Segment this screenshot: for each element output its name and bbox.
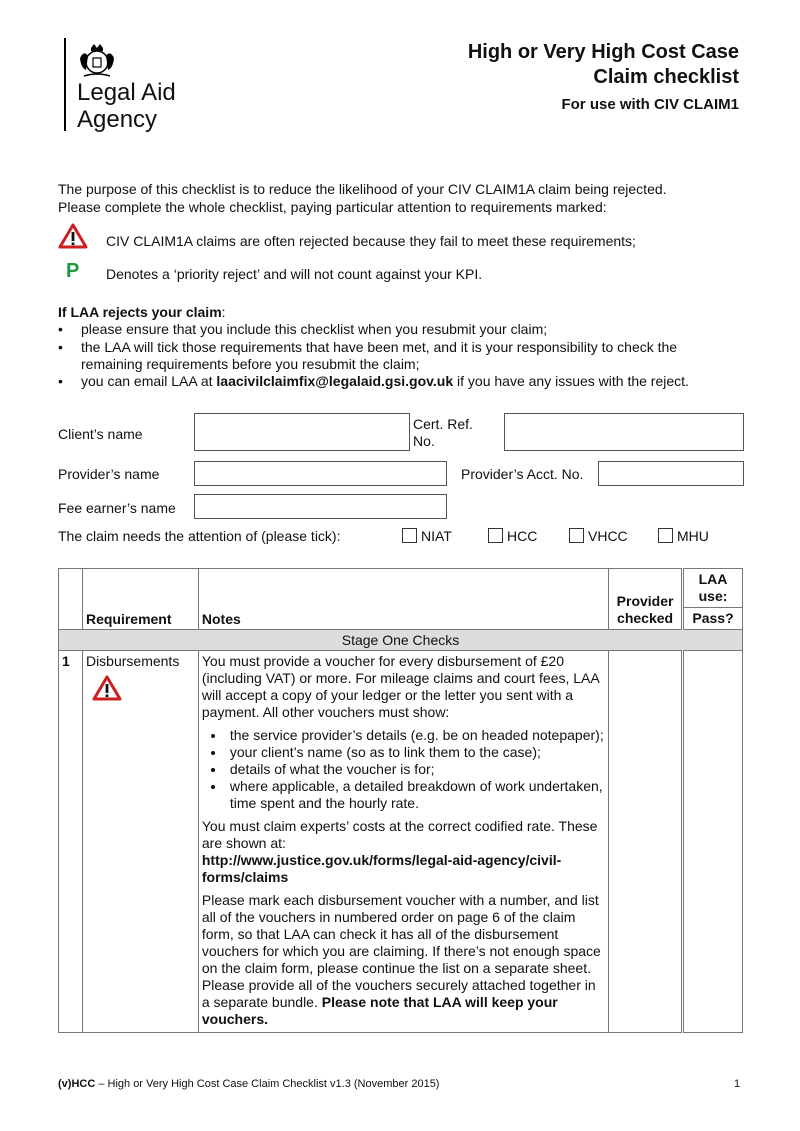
stage-row xyxy=(59,630,743,651)
claims-forms-link[interactable]: http://www.justice.gov.uk/forms/legal-aid-agency/civil-forms/claims xyxy=(201,852,562,885)
hcc-checkbox[interactable] xyxy=(488,528,503,543)
list-item: • your client’s name (so as to link them to the case); xyxy=(226,744,605,761)
list-item: • the service provider’s details (e.g. be on headed notepaper); xyxy=(226,727,605,744)
royal-crest-icon xyxy=(76,40,118,80)
fee-earner-label: Fee earner’s name xyxy=(58,500,176,516)
client-name-label: Client’s name xyxy=(58,426,143,442)
logo-text-line2: Agency xyxy=(77,106,158,133)
page-subtitle: For use with CIV CLAIM1 xyxy=(561,96,739,113)
notes-cell xyxy=(198,651,608,1033)
page-title-line2: Claim checklist xyxy=(593,66,739,88)
provider-acct-field[interactable] xyxy=(598,461,744,486)
fee-earner-field[interactable] xyxy=(194,494,447,519)
niat-label: NIAT xyxy=(421,528,452,544)
intro-line1: The purpose of this checklist is to reduce the likelihood of your CIV CLAIM1A claim being rejected. xyxy=(58,181,667,197)
table-row xyxy=(59,651,743,1033)
provider-name-label: Provider’s name xyxy=(58,466,160,482)
provider-checked-cell[interactable] xyxy=(609,651,683,1033)
requirement-label: Disbursements xyxy=(85,653,180,669)
checklist-table xyxy=(58,568,743,1033)
cert-ref-field[interactable] xyxy=(504,413,744,451)
provider-name-field[interactable] xyxy=(194,461,447,486)
logo-divider xyxy=(64,38,66,131)
col-notes-header: Notes xyxy=(198,569,608,630)
hcc-label: HCC xyxy=(507,528,538,544)
col-number-header xyxy=(59,569,83,630)
col-requirement-header: Requirement xyxy=(82,569,198,630)
row-number: 1 xyxy=(59,651,83,1033)
stage-one-heading: Stage One Checks xyxy=(59,630,743,651)
mhu-checkbox[interactable] xyxy=(658,528,673,543)
laa-pass-cell[interactable] xyxy=(683,651,743,1033)
page-title-line1: High or Very High Cost Case xyxy=(467,41,739,63)
notes-bullet-list xyxy=(202,727,605,812)
attention-label: The claim needs the attention of (please tick): xyxy=(58,528,341,544)
notes-paragraph-1: You must provide a voucher for every disbursement of £20 (including VAT) or more. For mileage claims and court fees, LAA will accept a copy of your ledger or the letter you sent with a payment. All other vouchers must show: xyxy=(201,653,599,720)
niat-checkbox[interactable] xyxy=(402,528,417,543)
vhcc-label: VHCC xyxy=(588,528,628,544)
requirement-cell xyxy=(82,651,198,1033)
vhcc-checkbox[interactable] xyxy=(569,528,584,543)
col-provider-header: Provider checked xyxy=(609,569,683,630)
cert-ref-label: Cert. Ref. No. xyxy=(413,416,473,449)
priority-reject-icon: P xyxy=(66,260,80,282)
notes-paragraph-2: You must claim experts’ costs at the correct codified rate. These are shown at: http://www.justice.gov.uk/forms/legal-aid-agency/civil-forms/claims xyxy=(201,818,598,885)
email-link[interactable]: laacivilclaimfix@legalaid.gsi.gov.uk xyxy=(216,373,454,389)
client-name-field[interactable] xyxy=(194,413,410,451)
col-laa-header: LAA use: Pass? xyxy=(683,569,743,630)
logo-text-line1: Legal Aid xyxy=(77,79,176,106)
table-header-row xyxy=(59,569,743,630)
list-item: • details of what the voucher is for; xyxy=(226,761,605,778)
intro-line2: Please complete the whole checklist, paying particular attention to requirements marked: xyxy=(58,199,607,215)
footer-text: (v)HCC – High or Very High Cost Case Claim Checklist v1.3 (November 2015) xyxy=(58,1078,440,1090)
warning-triangle-icon xyxy=(92,675,122,701)
warning-legend-text: CIV CLAIM1A claims are often rejected because they fail to meet these requirements; xyxy=(106,233,636,249)
provider-acct-label: Provider’s Acct. No. xyxy=(461,466,584,482)
warning-triangle-icon xyxy=(58,223,88,249)
page-number: 1 xyxy=(734,1078,741,1090)
notes-paragraph-3: Please mark each disbursement voucher with a number, and list all of the vouchers in numbered order on page 6 of the claim form, so that LAA can check it has all of the disbursement vouchers for which you are claiming. If there’s not enough space on the claim form, please continue the list on a separate sheet. Please provide all of the vouchers securely attached together in a separate bundle. Please note that LAA will keep your vouchers. xyxy=(201,892,601,1027)
list-item: • where applicable, a detailed breakdown of work undertaken, time spent and the hourly rate. xyxy=(226,778,605,812)
mhu-label: MHU xyxy=(677,528,709,544)
rejects-heading: If LAA rejects your claim: xyxy=(58,304,226,320)
priority-legend-text: Denotes a ‘priority reject’ and will not count against your KPI. xyxy=(106,266,483,282)
